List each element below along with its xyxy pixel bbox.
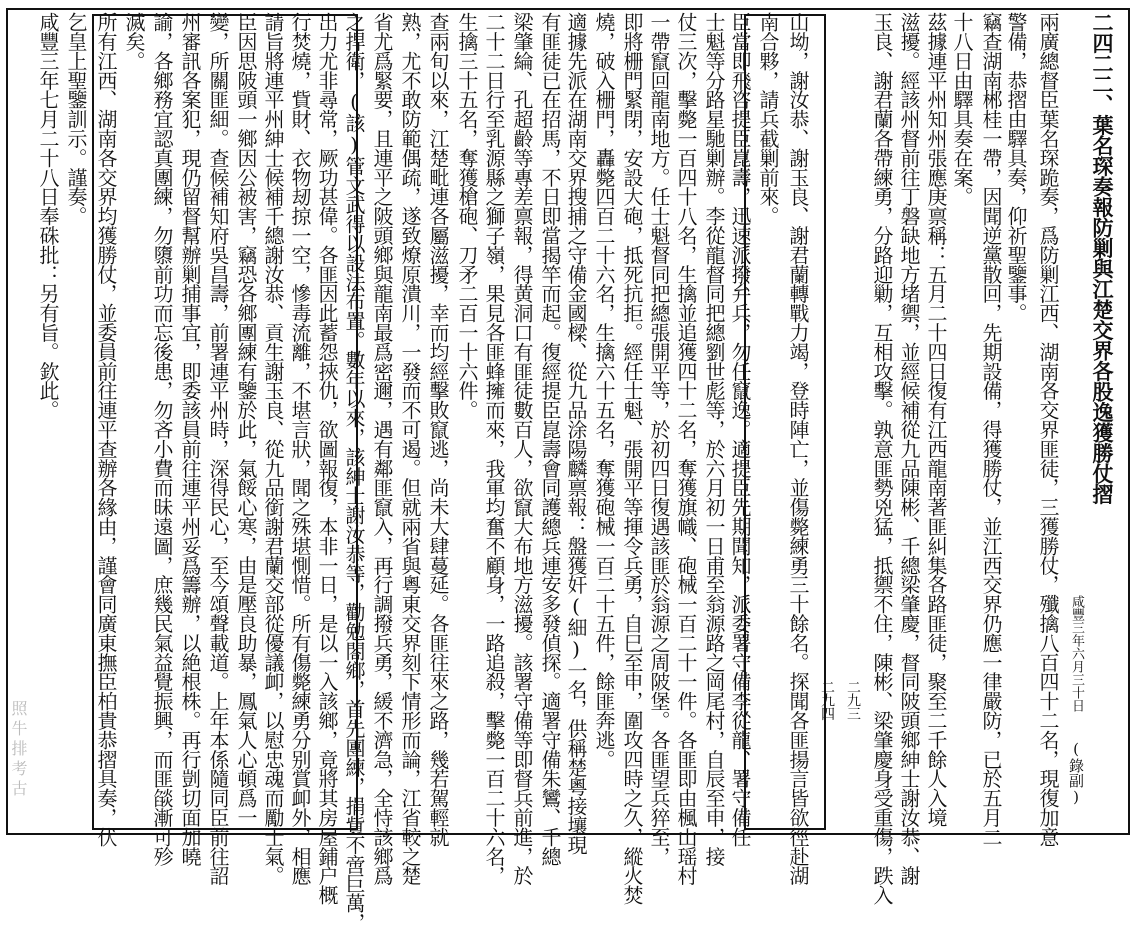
body-column-17: 有匪徒已在招馬，不日即當揭竿而起。復經提臣崑壽會同護總兵連安多發偵探。適署守備朱鸞、千總	[538, 12, 562, 866]
body-column-10: 臣當即飛咨提臣崑壽，迅速派撥弁兵，勿任竄逸。適提臣先期聞知，派委署守備李從龍、署守備任	[728, 12, 752, 847]
body-column-33: 所有江西、湖南各交界均獲勝仗，並委員前往連平查辦各緣由，謹會同廣東撫臣柏貴恭摺具奏，伏	[94, 12, 118, 847]
body-column-15: 燒，破入栅門，轟斃四百二十六名，生擒六十五名，奪獲砲械一百二十五件，餘匪奔逃。	[592, 12, 616, 769]
document-title	[1092, 12, 1113, 832]
body-column-28: 臣因思陂頭一鄉因公被害，竊恐各鄉團練有鑒於此，氣餒心寒，由是壓良助暴，鳳氣人心頓爲一	[234, 12, 258, 827]
margin-label: 照牛排考古	[9, 700, 28, 800]
body-column-16: 適據先派在湖南交界搜捕之守備金國樑、從九品涂陽麟禀報：盤獲奸(細)一名，供稱楚粵接壤現	[564, 12, 588, 855]
body-column-3: 竊查湖南郴桂一帶，因聞逆黨散回，先期設備，得獲勝仗，並江西交界仍應一律嚴防，已於五月二	[979, 12, 1003, 847]
document-date: 咸豐三年六月三十日	[1069, 595, 1084, 712]
body-column-8: 山坳，謝汝恭、謝玉良、謝君蘭轉戰力竭，登時陣亡，並傷斃練勇三十餘名。探聞各匪揚言皆欲徑赴湖	[786, 12, 810, 886]
reference-number-1: 二九三	[845, 680, 861, 721]
body-column-7: 玉良、謝君蘭各帶練勇，分路迎勦，互相攻擊。孰意匪勢兇猛，抵禦不住，陳彬、梁肇慶身受重傷，跌入	[870, 12, 894, 905]
body-column-11: 士魁等分路星馳剿辦。李從龍督同把總劉世彪等，於六月初一日甫至翁源路之岡尾村，自辰至申，接	[702, 12, 726, 866]
body-column-14: 即將栅門緊閉，安設大砲，抵死抗拒。經任士魁、張開平等揮令兵勇，自巳至申，圍攻四時之久，縱火焚	[620, 12, 644, 905]
body-column-21: 查兩旬以來，江楚毗連各屬滋擾，幸而均經擊敗竄逃，尚未大肆蔓延。各匪往來之路，幾若駕輕就	[426, 12, 450, 847]
body-column-2: 警備，恭摺由驛具奏，仰祈聖鑒事。	[1004, 12, 1028, 323]
body-column-30: 州審訊各案犯，現仍留督幫辦剿捕事宜，即委該員前往連平州妥爲籌辦，以絶根株。再行剴切面加曉	[178, 12, 202, 866]
body-column-5: 茲據連平州知州張應庚禀稱：五月二十四日復有江西龍南著匪糾集各路匪徒，聚至二千餘人入境	[924, 12, 948, 827]
body-column-25: 出力尤非尋常，厥功甚偉。各匪因此蓄怨挾仇，欲圖報復，本非一日，是以一入該鄉，竟將其房屋鋪户概	[315, 12, 339, 905]
body-column-27: 請旨將連平州紳士候補千總謝汝恭、貢生謝玉良、從九品銜謝君蘭交部從優議卹，以慰忠魂而勵士氣。	[261, 12, 285, 886]
body-column-12: 仗三次，擊斃一百四十八名，生擒並追獲四十二名，奪獲旗幟、砲械一百二十一件。各匪即由楓山瑶村	[674, 12, 698, 886]
body-column-22: 熟，尤不敢防範偶疏，遂致燎原潰川，一發而不可遏。但就兩省與粵東交界刻下情形而論，江省較之楚	[398, 12, 422, 886]
body-column-13: 一帶竄回龍南地方。任士魁督同把總張開平等，於初四日復遇該匪於翁源之周陂堡。各匪望兵猝至，	[647, 12, 671, 866]
body-column-24: 之捍衛，(該)管文武得以設法布置。數年以來，該紳士謝汝恭等，勸勉閤鄉，首先團練，捐貲不啻巨萬，	[342, 12, 366, 932]
document-note: (錄副)	[1067, 740, 1085, 806]
body-column-4: 十八日由驛具奏在案。	[950, 12, 974, 207]
body-column-26: 行焚燒，貲財、衣物刼掠一空，慘毒流離，不堪言狀，聞之殊堪惻惜。所有傷斃練勇分别賞卹外，相應	[288, 12, 312, 886]
body-column-1: 兩廣總督臣葉名琛跪奏，爲防剿江西、湖南各交界匪徒，三獲勝仗，殲擒八百四十二名，現復加意	[1036, 12, 1060, 847]
body-column-32: 滅矣。	[122, 12, 146, 71]
body-column-6: 滋擾。經該州督前往丁磐缺地方堵禦，並經候補從九品陳彬、千總梁肇慶，督同陂頭鄉紳士謝汝恭、謝	[897, 12, 921, 886]
body-column-20: 生擒三十五名，奪獲槍砲、刀矛二百一十六件。	[455, 12, 479, 420]
body-column-19: 二十二日行至乳源縣之獅子嶺，果見各匪蜂擁而來，我軍均奮不顧身，一路追殺，擊斃一百二十六名，	[482, 12, 506, 886]
body-column-35: 咸豐三年七月二十八日奉硃批：另有旨。欽此。	[36, 12, 60, 420]
body-column-9: 南合夥，請兵截剿前來。	[756, 12, 780, 226]
reference-number-2: 二九四	[819, 680, 835, 721]
document-number: 二四二二、	[1090, 12, 1115, 115]
document-title-text: 葉名琛奏報防剿與江楚交界各股逸獲勝仗摺	[1090, 114, 1115, 504]
top-rule	[6, 8, 1130, 10]
right-rule	[1128, 10, 1130, 833]
body-column-29: 變，所關匪細。查候補知府吳昌壽，前署連平州時，深得民心，至今頌聲載道。上年本係隨同臣前往詔	[206, 12, 230, 886]
body-column-18: 梁肇綸、孔超齡等專差禀報，得黄洞口有匪徒數百人，欲竄大布地方滋擾。該署守備等即督兵前進，於	[510, 12, 534, 886]
body-column-23: 省尤爲緊要，且連平之陂頭鄉與龍南最爲密邇，遇有鄰匪竄入，再行調撥兵勇，緩不濟急，全恃該鄉爲	[370, 12, 394, 886]
body-column-31: 諭，各鄉務宜認真團練，勿隳前功而忘後患，勿吝小費而昧遠圖，庶幾民氣益覺振興，而匪燄漸可殄	[150, 12, 174, 866]
body-column-34: 乞皇上聖鑒訓示。謹奏。	[64, 12, 88, 226]
